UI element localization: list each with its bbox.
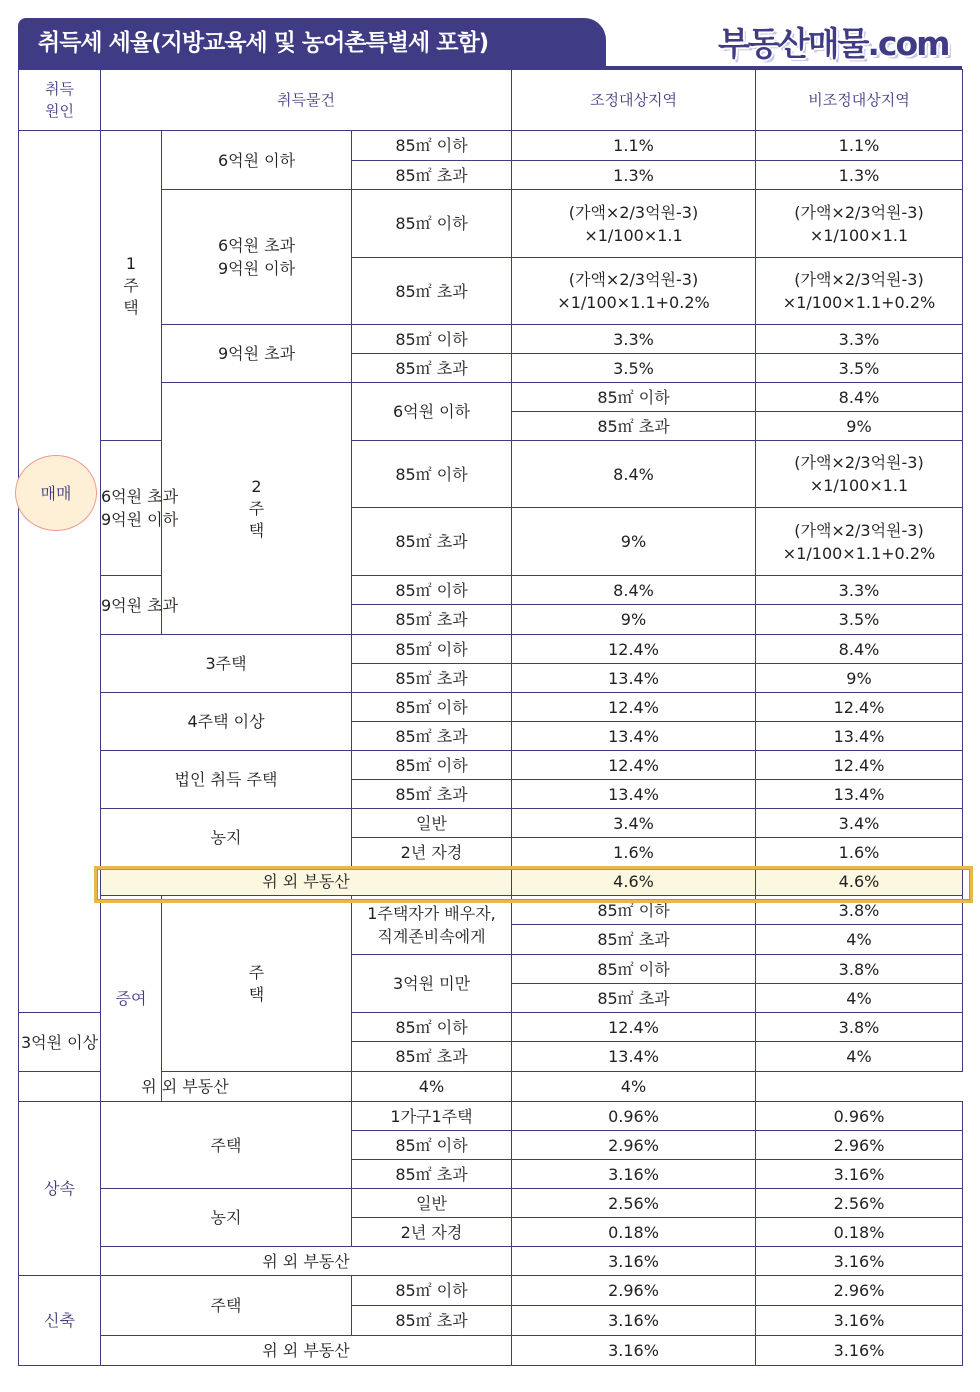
area-cell: 85㎡ 이하	[512, 383, 756, 412]
area-cell: 85㎡ 이하	[352, 751, 512, 780]
price-cell: 6억원 이하	[162, 131, 352, 190]
area-cell: 85㎡ 초과	[512, 412, 756, 441]
table-row	[19, 1276, 963, 1306]
table-row	[19, 1072, 963, 1102]
rate-non-adjusted: 2.96%	[756, 1276, 963, 1306]
category-cell: 위 외 부동산	[101, 867, 512, 896]
area-cell: 85㎡ 이하	[352, 635, 512, 664]
rate-adjusted: 4%	[756, 925, 963, 955]
table-row	[19, 1247, 963, 1276]
rate-non-adjusted: 12.4%	[756, 693, 963, 722]
header-row	[19, 70, 963, 131]
rate-adjusted: 4%	[756, 984, 963, 1013]
price-cell: 6억원 초과 9억원 이하	[162, 190, 352, 325]
category-cell: 주택	[101, 1102, 352, 1189]
price-cell: 1주택자가 배우자, 직계존비속에게	[352, 896, 512, 955]
rate-non-adjusted: 3.5%	[756, 354, 963, 383]
table-row	[19, 635, 963, 664]
area-cell: 85㎡ 이하	[352, 576, 512, 605]
rate-non-adjusted: 3.16%	[756, 1306, 963, 1336]
cause-inherit: 상속	[19, 1102, 101, 1276]
table-row	[19, 1102, 963, 1131]
rate-adjusted: 1.1%	[512, 131, 756, 161]
rate-adjusted: 8.4%	[756, 383, 963, 412]
cause-sale-label: 매매	[40, 484, 72, 503]
category-cell: 위 외 부동산	[101, 1247, 512, 1276]
area-cell: 85㎡ 이하	[352, 131, 512, 161]
rate-adjusted: 2.96%	[512, 1276, 756, 1306]
area-cell: 일반	[352, 1189, 512, 1218]
header-adjusted: 조정대상지역	[512, 70, 756, 131]
rate-adjusted: 3.8%	[756, 955, 963, 984]
rate-adjusted: 13.4%	[512, 780, 756, 809]
rate-adjusted: 3.16%	[512, 1336, 756, 1366]
rate-adjusted: 13.4%	[512, 722, 756, 751]
rate-non-adjusted: 2.56%	[756, 1189, 963, 1218]
area-cell: 85㎡ 이하	[352, 693, 512, 722]
area-cell: 85㎡ 이하	[512, 955, 756, 984]
gift-house-group: 주택	[162, 896, 352, 1072]
area-cell: 85㎡ 초과	[352, 1306, 512, 1336]
rate-non-adjusted: (가액×2/3억원-3) ×1/100×1.1	[756, 190, 963, 258]
price-cell: 6억원 초과 9억원 이하	[101, 441, 162, 576]
area-cell: 85㎡ 초과	[352, 664, 512, 693]
rate-adjusted: 12.4%	[512, 1013, 756, 1042]
area-cell: 2년 자경	[352, 838, 512, 867]
rate-non-adjusted: 3.16%	[756, 1336, 963, 1366]
area-cell: 85㎡ 이하	[352, 441, 512, 508]
rate-non-adjusted: 4%	[512, 1072, 756, 1102]
area-cell: 85㎡ 초과	[352, 1160, 512, 1189]
price-cell: 9억원 초과	[101, 576, 162, 635]
header-cause: 취득 원인	[19, 70, 101, 131]
rate-adjusted: 3.3%	[512, 325, 756, 354]
table-row	[19, 809, 963, 838]
table-row	[19, 576, 963, 605]
rate-non-adjusted: 3.5%	[756, 605, 963, 635]
rate-non-adjusted: 12.4%	[756, 751, 963, 780]
area-cell: 85㎡ 초과	[512, 984, 756, 1013]
rate-adjusted: 3.4%	[512, 809, 756, 838]
area-cell: 85㎡ 초과	[352, 354, 512, 383]
category-cell: 4주택 이상	[101, 693, 352, 751]
category-cell: 위 외 부동산	[19, 1072, 352, 1102]
rate-non-adjusted: 3.3%	[756, 325, 963, 354]
rate-non-adjusted: 1.3%	[756, 161, 963, 190]
rate-adjusted: 4%	[352, 1072, 512, 1102]
highlight-box	[94, 866, 973, 903]
rate-adjusted: 3.16%	[512, 1247, 756, 1276]
rate-non-adjusted: 13.4%	[756, 722, 963, 751]
rate-non-adjusted: 3.8%	[756, 1013, 963, 1042]
rate-non-adjusted: 3.16%	[756, 1247, 963, 1276]
rate-adjusted: 12.4%	[512, 751, 756, 780]
rate-adjusted: 9%	[512, 508, 756, 576]
table-row	[19, 751, 963, 780]
table-row	[19, 1336, 963, 1366]
category-cell: 3주택	[101, 635, 352, 693]
table-row	[19, 441, 963, 508]
table-row	[19, 693, 963, 722]
rate-non-adjusted: 2.96%	[756, 1131, 963, 1160]
rate-adjusted: 9%	[756, 412, 963, 441]
area-cell: 85㎡ 이하	[352, 1131, 512, 1160]
rate-non-adjusted: (가액×2/3억원-3) ×1/100×1.1	[756, 441, 963, 508]
acquisition-tax-table	[18, 69, 963, 1366]
category-cell: 주택	[101, 1276, 352, 1336]
area-cell: 85㎡ 초과	[352, 258, 512, 325]
area-cell: 1가구1주택	[352, 1102, 512, 1131]
rate-non-adjusted: 13.4%	[756, 780, 963, 809]
rate-non-adjusted: 3.16%	[756, 1160, 963, 1189]
rate-adjusted: 0.18%	[512, 1218, 756, 1247]
price-cell: 3억원 이상	[19, 1013, 101, 1072]
rate-adjusted: 4.6%	[512, 867, 756, 896]
one-house-group: 1주택	[101, 131, 162, 441]
rate-non-adjusted: 0.18%	[756, 1218, 963, 1247]
area-cell: 85㎡ 이하	[352, 190, 512, 258]
rate-adjusted: 1.3%	[512, 161, 756, 190]
cause-sale	[19, 131, 101, 1013]
rate-adjusted: 3.16%	[512, 1160, 756, 1189]
rate-adjusted: 8.4%	[512, 576, 756, 605]
rate-non-adjusted: 4.6%	[756, 867, 963, 896]
area-cell: 85㎡ 이하	[512, 896, 756, 925]
area-cell: 일반	[352, 809, 512, 838]
header-condition: 취득물건	[101, 70, 512, 131]
rate-adjusted: (가액×2/3억원-3) ×1/100×1.1	[512, 190, 756, 258]
area-cell: 85㎡ 초과	[352, 780, 512, 809]
category-cell: 농지	[101, 809, 352, 867]
rate-adjusted: 2.56%	[512, 1189, 756, 1218]
rate-adjusted: 3.8%	[756, 896, 963, 925]
two-house-group: 2주택	[162, 383, 352, 635]
area-cell: 85㎡ 초과	[352, 605, 512, 635]
rate-non-adjusted: 9%	[756, 664, 963, 693]
area-cell: 85㎡ 초과	[352, 722, 512, 751]
rate-adjusted: 12.4%	[512, 635, 756, 664]
rate-adjusted: 3.16%	[512, 1306, 756, 1336]
rate-adjusted: 3.5%	[512, 354, 756, 383]
rate-non-adjusted: 1.6%	[756, 838, 963, 867]
area-cell: 85㎡ 초과	[512, 925, 756, 955]
rate-adjusted: 2.96%	[512, 1131, 756, 1160]
rate-non-adjusted: 0.96%	[756, 1102, 963, 1131]
table-row	[19, 131, 963, 161]
rate-non-adjusted: 1.1%	[756, 131, 963, 161]
rate-adjusted: 1.6%	[512, 838, 756, 867]
rate-non-adjusted: 4%	[756, 1042, 963, 1072]
area-cell: 85㎡ 초과	[352, 508, 512, 576]
price-cell: 9억원 초과	[162, 325, 352, 383]
rate-adjusted: 12.4%	[512, 693, 756, 722]
rate-adjusted: 13.4%	[512, 664, 756, 693]
category-cell: 법인 취득 주택	[101, 751, 352, 809]
cause-gift: 증여	[101, 896, 162, 1102]
header-non-adjusted: 비조정대상지역	[756, 70, 963, 131]
rate-non-adjusted: 8.4%	[756, 635, 963, 664]
rate-adjusted: 8.4%	[512, 441, 756, 508]
page-title: 취득세 세율(지방교육세 및 농어촌특별세 포함)	[38, 30, 489, 56]
area-cell: 2년 자경	[352, 1218, 512, 1247]
category-cell: 위 외 부동산	[101, 1336, 512, 1366]
area-cell: 85㎡ 초과	[352, 161, 512, 190]
area-cell: 85㎡ 이하	[352, 325, 512, 354]
rate-adjusted: (가액×2/3억원-3) ×1/100×1.1+0.2%	[512, 258, 756, 325]
site-logo: 부동산매물.com	[718, 24, 949, 63]
rate-non-adjusted: 3.3%	[756, 576, 963, 605]
cause-new-build: 신축	[19, 1276, 101, 1366]
area-cell: 85㎡ 이하	[352, 1276, 512, 1306]
area-cell: 85㎡ 초과	[352, 1042, 512, 1072]
price-cell: 6억원 이하	[352, 383, 512, 441]
table-row	[19, 1189, 963, 1218]
area-cell: 85㎡ 이하	[352, 1013, 512, 1042]
rate-non-adjusted: (가액×2/3억원-3) ×1/100×1.1+0.2%	[756, 508, 963, 576]
rate-adjusted: 13.4%	[512, 1042, 756, 1072]
rate-non-adjusted: 3.4%	[756, 809, 963, 838]
rate-non-adjusted: (가액×2/3억원-3) ×1/100×1.1+0.2%	[756, 258, 963, 325]
category-cell: 농지	[101, 1189, 352, 1247]
rate-adjusted: 0.96%	[512, 1102, 756, 1131]
price-cell: 3억원 미만	[352, 955, 512, 1013]
rate-adjusted: 9%	[512, 605, 756, 635]
